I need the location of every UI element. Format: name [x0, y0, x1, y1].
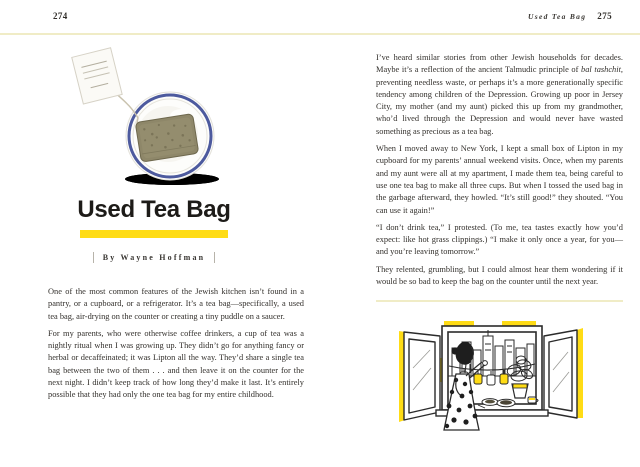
article-header [48, 197, 260, 265]
page-number-right: 275 [597, 11, 612, 21]
title-underline-bar [80, 230, 228, 238]
paragraph: They relented, grumbling, but I could almost hear them wondering if it would be so bad to keep the bag on the counter until the next year. [376, 264, 623, 287]
window-illustration [386, 318, 614, 466]
header-rule [0, 33, 640, 35]
left-shutter [404, 332, 440, 420]
paragraph [376, 52, 623, 138]
byline [48, 247, 260, 265]
paragraph: One of the most common features of the Jewish kitchen isn’t found in a pantry, or a cupboard, or a refrigerator. It’s a tea bag—specifically, a used tea bag, air-drying on the counter or creating a tiny puddle on a saucer. [48, 287, 304, 321]
teabag-tag [72, 48, 122, 104]
teabag-on-saucer-photo [58, 40, 278, 190]
section-end-rule [376, 300, 623, 302]
paragraph-text: , preventing needless waste, or perhaps it’s a more generationally specific tendency among children of the Depression. Growing up poor in Jersey City, my mother (and my aunt) picked this up from my grandmother, who’d lived through the Depression and would never have wasted something as precious as a tea bag. [376, 65, 623, 136]
teabag-photo-illustration [58, 40, 278, 190]
paragraph-text: I’ve heard similar stories from other Jewish households for decades. Maybe it’s a reflection of the ancient Talmudic principle of [376, 53, 623, 75]
left-page-body [48, 286, 304, 407]
paragraph: “I don’t drink tea,” I protested. (To me, tea tastes exactly how you’d expect: like hot grass clippings.) “I make it only once a year, for you—and you’re leaving tomorrow.” [376, 222, 623, 257]
tea-bag [135, 114, 199, 163]
page-number-left: 274 [53, 11, 68, 21]
right-page [376, 52, 623, 466]
italic-phrase: bal tashchit [581, 65, 621, 75]
running-head-title: Used Tea Bag [528, 12, 587, 21]
running-head [528, 11, 612, 21]
woman-at-window-drawing [386, 318, 614, 466]
paragraph: For my parents, who were otherwise coffee drinkers, a cup of tea was a nightly ritual when I was growing up. They didn’t go for anything fancy or herbal or decaffeinated; it was Lipton all the way. They’d share a single tea bag between the two of them . . . and then leave it on the counter for the next night. I didn’t keep track of how long they’d make it last. It’s entirely possible that they had only the one tea bag for my entire childhood. [48, 328, 304, 400]
byline-text: By Wayne Hoffman [93, 252, 216, 263]
right-shutter [544, 330, 577, 418]
article-title: Used Tea Bag [77, 196, 231, 223]
paragraph: When I moved away to New York, I kept a small box of Lipton in my cupboard for my parents’ annual weekend visits. Once, when my parents and my aunt were all at my apartment, I made them tea, being careful to use one tea bag to make all three cups. But when I tossed the used bag in the garbage afterward, they howled. “It’s still good!” they shouted. “You can use it again!” [376, 144, 623, 215]
